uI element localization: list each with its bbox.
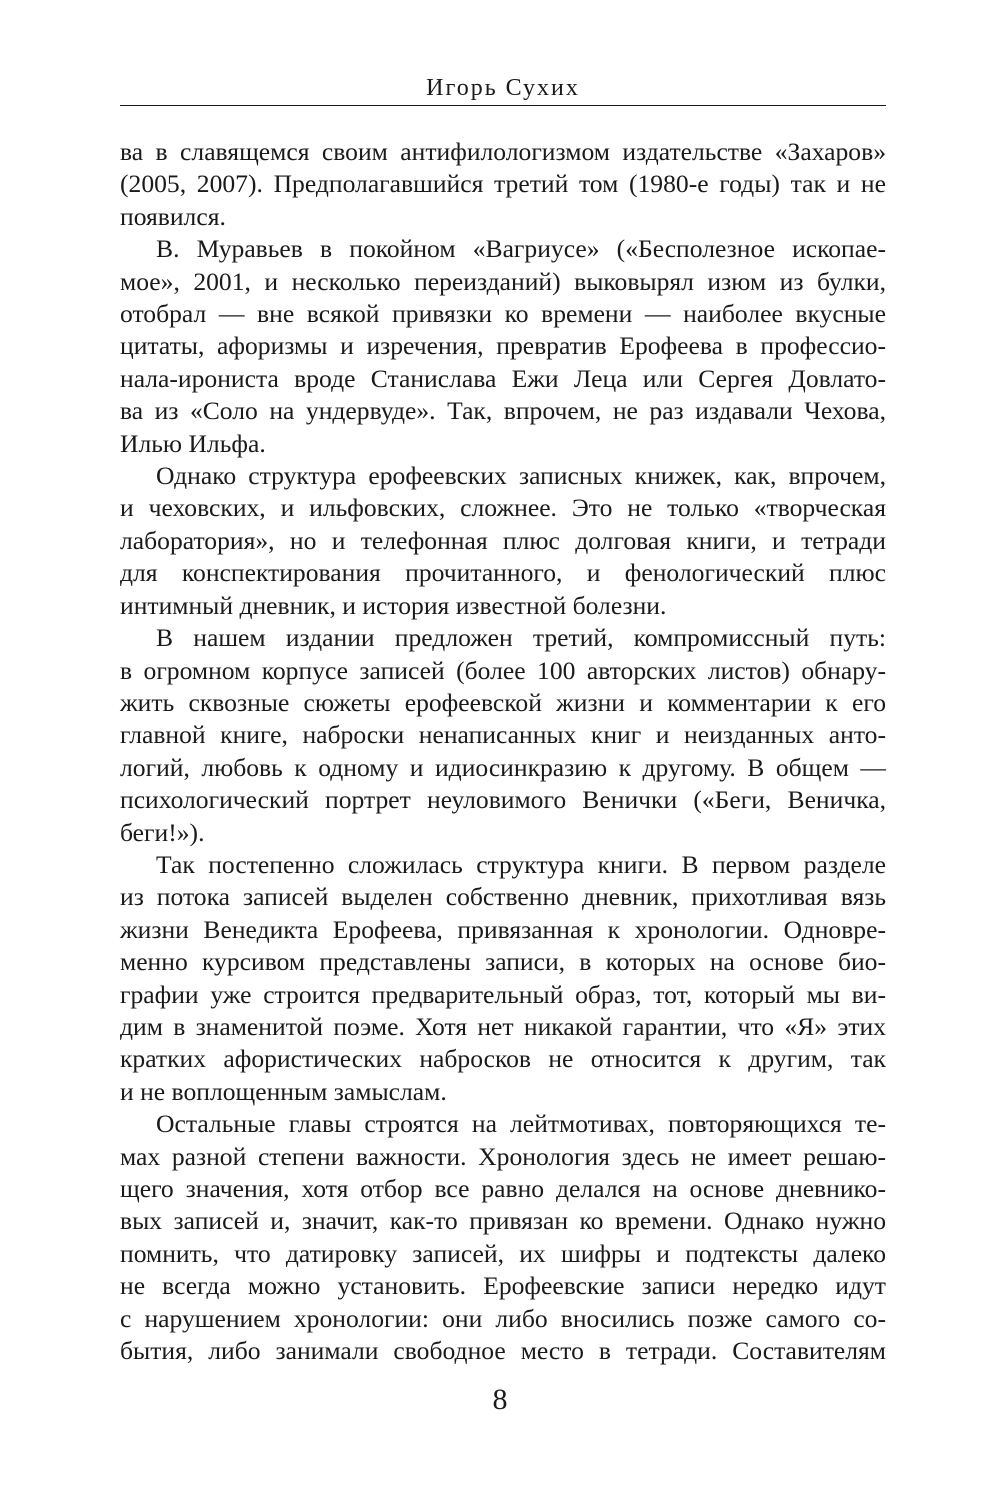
text-line: дим в знаменитой поэме. Хотя нет никакой гарантии, что «Я» этих xyxy=(120,1011,886,1041)
text-line: графии уже строится предварительный образ, тот, который мы ви- xyxy=(120,979,886,1009)
text-line: ва в славящемся своим антифилологизмом издательстве «Захаров» xyxy=(120,137,886,166)
text-line: менно курсивом представлены записи, в которых на основе био- xyxy=(120,947,886,977)
text-line: логий, любовь к одному и идиосинкразию к другому. В общем — xyxy=(120,752,886,782)
text-line: Так постепенно сложилась структура книги. В первом разделе xyxy=(156,849,886,879)
text-line: с нарушением хронологии: они либо вносились позже самого со- xyxy=(120,1303,886,1333)
text-line: мах разной степени важности. Хронология здесь не имеет решаю- xyxy=(120,1141,886,1171)
running-head: Игорь Сухих xyxy=(426,75,580,101)
text-line: жизни Венедикта Ерофеева, привязанная к хронологии. Одновре- xyxy=(120,914,886,944)
text-line: помнить, что датировку записей, их шифры и подтексты далеко xyxy=(120,1238,886,1268)
text-line: щего значения, хотя отбор все равно делался на основе дневнико- xyxy=(120,1174,886,1203)
text-line: Однако структура ерофеевских записных книжек, как, впрочем, xyxy=(156,461,886,491)
text-line: (2005, 2007). Предполагавшийся третий том (1980-е годы) так и не xyxy=(120,169,886,199)
text-line: вых записей и, значит, как-то привязан ко времени. Однако нужно xyxy=(120,1206,886,1236)
text-line: мое», 2001, и несколько переизданий) выковырял изюм из булки, xyxy=(120,266,886,296)
text-line: для конспектирования прочитанного, и фенологический плюс xyxy=(120,558,886,588)
text-line: не всегда можно установить. Ерофеевские записи нередко идут xyxy=(120,1271,886,1301)
body-text xyxy=(120,136,886,1367)
page-number: 8 xyxy=(492,1383,508,1416)
text-line: нала-ирониста вроде Станислава Ежи Леца или Сергея Довлато- xyxy=(120,363,886,393)
text-line: отобрал — вне всякой привязки ко времени — наиболее вкусные xyxy=(120,299,886,329)
text-line: лаборатория», но и телефонная плюс долговая книги, и тетради xyxy=(120,525,886,555)
text-line: кратких афористических набросков не относится к другим, так xyxy=(120,1044,886,1074)
text-line: Остальные главы строятся на лейтмотивах, повторяющихся те- xyxy=(156,1109,886,1139)
text-line: психологический портрет неуловимого Венички («Беги, Веничка, xyxy=(120,785,886,815)
text-line: Илью Ильфа. xyxy=(120,428,266,458)
text-line: интимный дневник, и история известной болезни. xyxy=(120,590,667,620)
text-line: цитаты, афоризмы и изречения, превратив Ерофеева в профессио- xyxy=(120,331,886,361)
text-line: из потока записей выделен собственно дневник, прихотливая вязь xyxy=(120,882,886,912)
text-line: В. Муравьев в покойном «Вагриусе» («Бесполезное ископае- xyxy=(156,234,886,264)
text-line: и чеховских, и ильфовских, сложнее. Это не только «творческая xyxy=(120,493,886,523)
text-line: В нашем издании предложен третий, компромиссный путь: xyxy=(156,623,886,653)
text-line: бытия, либо занимали свободное место в тетради. Составителям xyxy=(120,1336,886,1366)
header-rule xyxy=(120,105,886,106)
text-line: жить сквозные сюжеты ерофеевской жизни и комментарии к его xyxy=(120,687,886,717)
text-line: и не воплощенным замыслам. xyxy=(120,1076,447,1106)
text-line: ва из «Соло на ундервуде». Так, впрочем, не раз издавали Чехова, xyxy=(120,396,886,426)
text-line: беги!»). xyxy=(120,817,205,847)
text-line: главной книге, наброски ненаписанных книг и неизданных анто- xyxy=(120,720,886,750)
text-line: в огромном корпусе записей (более 100 авторских листов) обнару- xyxy=(120,655,886,685)
text-line: появился. xyxy=(120,201,226,231)
